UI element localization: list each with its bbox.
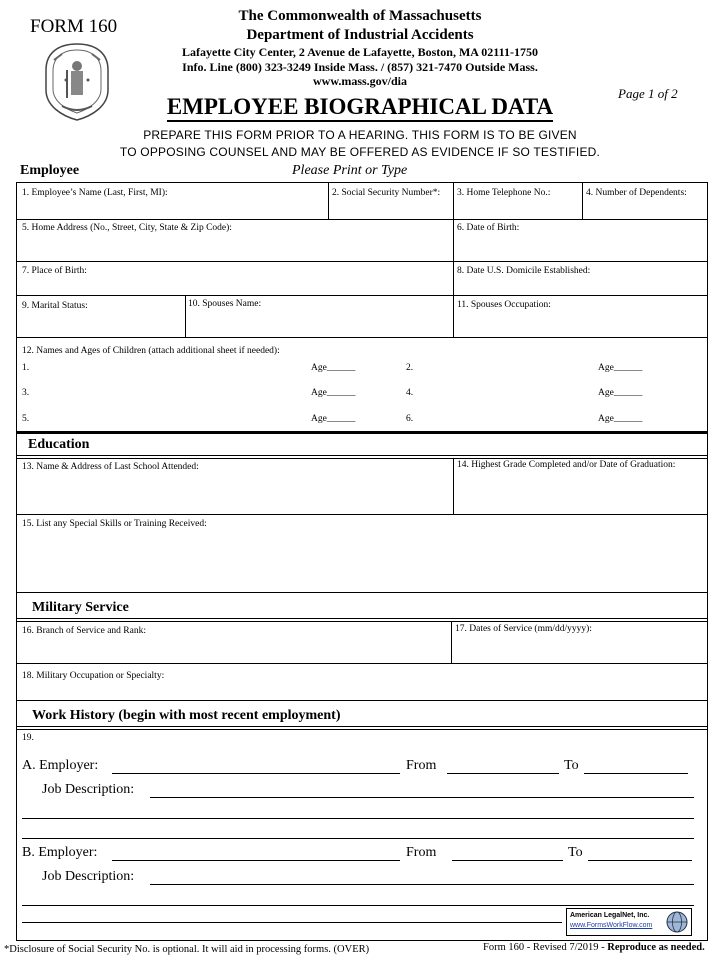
field-dates-of-service[interactable]: 17. Dates of Service (mm/dd/yyyy): (455, 624, 592, 634)
badge-url[interactable]: www.FormsWorkFlow.com (570, 922, 653, 929)
footer-disclosure: *Disclosure of Social Security No. is optional. It will aid in processing forms. (OVER) (4, 944, 370, 955)
field-domicile-date[interactable]: 8. Date U.S. Domicile Established: (457, 266, 591, 276)
child-2-age[interactable]: Age______ (598, 363, 643, 373)
field-home-phone[interactable]: 3. Home Telephone No.: (457, 188, 551, 198)
field-special-skills[interactable]: 15. List any Special Skills or Training Received: (22, 519, 207, 529)
job-b-label: Job Description: (42, 869, 135, 884)
field-children: 12. Names and Ages of Children (attach additional sheet if needed): (22, 346, 280, 356)
website: www.mass.gov/dia (312, 74, 407, 88)
agency-address: Lafayette City Center, 2 Avenue de Lafayette, Boston, MA 02111-1750 (182, 45, 538, 59)
form-title-text: EMPLOYEE BIOGRAPHICAL DATA (167, 94, 553, 122)
child-4[interactable]: 4. (406, 388, 414, 398)
section-military: Military Service (32, 600, 129, 615)
globe-icon (665, 910, 689, 934)
instruction-line1: PREPARE THIS FORM PRIOR TO A HEARING. THIS FORM IS TO BE GIVEN (143, 128, 577, 142)
field-date-of-birth[interactable]: 6. Date of Birth: (457, 223, 520, 233)
field-spouse-occupation[interactable]: 11. Spouses Occupation: (457, 300, 551, 310)
employer-b-to-input[interactable] (588, 860, 692, 861)
child-1[interactable]: 1. (22, 363, 30, 373)
field-home-address[interactable]: 5. Home Address (No., Street, City, State & Zip Code): (22, 223, 232, 233)
form-number: FORM 160 (30, 16, 118, 37)
child-2[interactable]: 2. (406, 363, 414, 373)
field-military-occupation[interactable]: 18. Military Occupation or Specialty: (22, 671, 165, 681)
form-title (0, 94, 720, 120)
field-marital-status[interactable]: 9. Marital Status: (22, 301, 88, 311)
footer-revision-text: Form 160 - Revised 7/2019 - (483, 942, 608, 953)
employer-b-label: B. Employer: (22, 845, 98, 860)
employer-b-to-label: To (568, 845, 583, 860)
job-b-input-line2[interactable] (22, 905, 694, 906)
job-a-label: Job Description: (42, 782, 135, 797)
field-work-history: 19. (22, 733, 34, 743)
job-a-input-line2[interactable] (22, 818, 694, 819)
section-education: Education (28, 437, 90, 452)
job-a-input[interactable] (150, 797, 694, 798)
job-a-input-line3[interactable] (22, 838, 694, 839)
field-highest-grade[interactable]: 14. Highest Grade Completed and/or Date of Graduation: (457, 460, 676, 470)
footer-reproduce: Reproduce as needed. (607, 942, 705, 953)
employer-a-from-label: From (406, 758, 437, 773)
print-note: Please Print or Type (292, 163, 408, 178)
employer-a-input[interactable] (112, 773, 400, 774)
child-4-age[interactable]: Age______ (598, 388, 643, 398)
section-work-history: Work History (begin with most recent employment) (32, 708, 341, 723)
employer-b-input[interactable] (112, 860, 400, 861)
employer-a-to-input[interactable] (584, 773, 688, 774)
badge-name: American LegalNet, Inc. (570, 912, 650, 919)
employer-a-to-label: To (564, 758, 579, 773)
child-3[interactable]: 3. (22, 388, 30, 398)
footer-revision (483, 942, 705, 953)
child-6-age[interactable]: Age______ (598, 414, 643, 424)
child-6[interactable]: 6. (406, 414, 414, 424)
page-label: Page 1 of 2 (618, 86, 678, 101)
section-employee: Employee (20, 163, 80, 178)
info-line: Info. Line (800) 323-3249 Inside Mass. / (857) 321-7470 Outside Mass. (182, 60, 538, 74)
employer-b-from-label: From (406, 845, 437, 860)
field-branch-rank[interactable]: 16. Branch of Service and Rank: (22, 626, 146, 636)
child-5[interactable]: 5. (22, 414, 30, 424)
field-spouse-name[interactable]: 10. Spouses Name: (188, 299, 262, 309)
field-dependents[interactable]: 4. Number of Dependents: (586, 188, 687, 198)
field-ssn[interactable]: 2. Social Security Number*: (332, 188, 441, 198)
child-1-age[interactable]: Age______ (311, 363, 356, 373)
agency-line1: The Commonwealth of Massachusetts (238, 8, 482, 24)
job-b-input[interactable] (150, 884, 694, 885)
child-3-age[interactable]: Age______ (311, 388, 356, 398)
field-employee-name[interactable]: 1. Employee’s Name (Last, First, MI): (22, 188, 168, 198)
child-5-age[interactable]: Age______ (311, 414, 356, 424)
job-b-input-line3[interactable] (22, 922, 562, 923)
field-place-of-birth[interactable]: 7. Place of Birth: (22, 266, 87, 276)
employer-b-from-input[interactable] (452, 860, 563, 861)
employer-a-label: A. Employer: (22, 758, 99, 773)
employer-a-from-input[interactable] (447, 773, 559, 774)
legalnet-badge (566, 908, 692, 936)
field-last-school[interactable]: 13. Name & Address of Last School Attended: (22, 462, 199, 472)
agency-line2: Department of Industrial Accidents (246, 27, 474, 43)
instruction-line2: TO OPPOSING COUNSEL AND MAY BE OFFERED AS EVIDENCE IF SO TESTIFIED. (119, 145, 601, 159)
